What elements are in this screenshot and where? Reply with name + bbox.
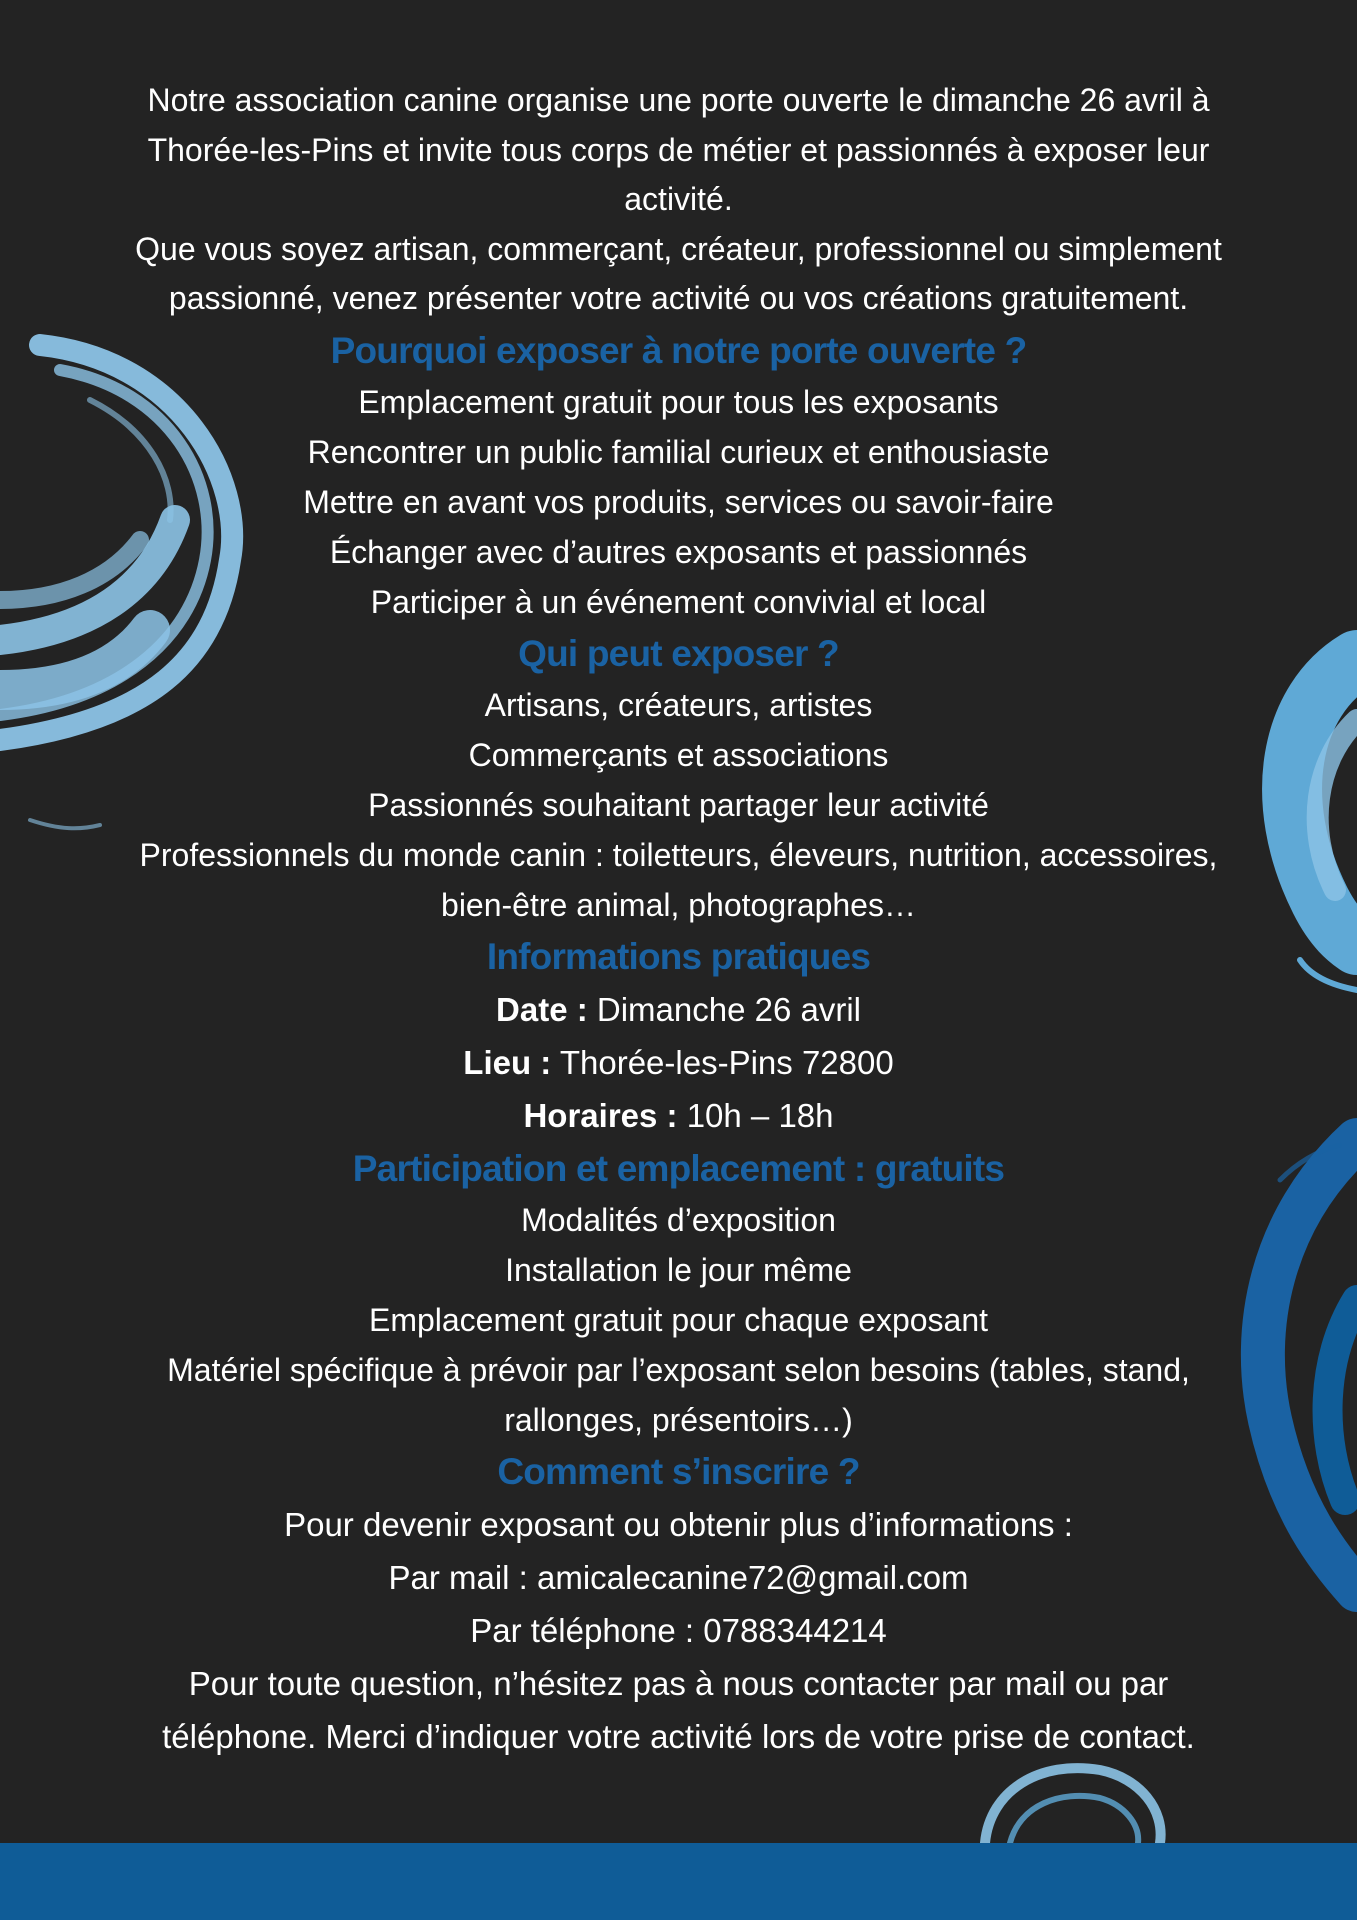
date-value: Dimanche 26 avril	[587, 990, 861, 1028]
place-line	[10, 1036, 1347, 1089]
intro-line: Notre association canine organise une porte ouverte le dimanche 26 avril à	[147, 82, 1210, 118]
who-item: Commerçants et associations	[468, 736, 889, 773]
place-value: Thorée-les-Pins 72800	[551, 1043, 894, 1081]
participation-list	[10, 1195, 1347, 1445]
why-item: Emplacement gratuit pour tous les exposants	[358, 383, 999, 420]
participation-item: Emplacement gratuit pour chaque exposant	[368, 1301, 989, 1338]
why-item: Échanger avec d’autres exposants et passionnés	[329, 533, 1028, 570]
flyer-content	[10, 76, 1347, 1763]
hours-label: Horaires :	[523, 1096, 678, 1134]
register-item: Pour devenir exposant ou obtenir plus d’informations :	[284, 1505, 1073, 1543]
why-item: Mettre en avant vos produits, services ou savoir-faire	[303, 483, 1054, 520]
why-heading: Pourquoi exposer à notre porte ouverte ?	[330, 329, 1027, 371]
phone-line: Par téléphone : 0788344214	[470, 1611, 887, 1649]
register-heading: Comment s’inscrire ?	[497, 1450, 860, 1492]
register-item: Pour toute question, n’hésitez pas à nous contacter par mail ou par	[188, 1664, 1169, 1702]
intro-line: passionné, venez présenter votre activité ou vos créations gratuitement.	[168, 280, 1189, 317]
place-label: Lieu :	[463, 1043, 552, 1081]
participation-item: Installation le jour même	[505, 1251, 852, 1288]
who-list	[10, 680, 1347, 930]
who-item: Passionnés souhaitant partager leur activité	[368, 786, 989, 823]
date-label: Date :	[496, 990, 588, 1028]
bottom-swirl-decoration	[985, 1768, 1161, 1843]
register-list	[10, 1498, 1347, 1763]
email-line: Par mail : amicalecanine72@gmail.com	[388, 1558, 969, 1596]
who-item: bien-être animal, photographes…	[441, 886, 916, 923]
date-line	[10, 983, 1347, 1036]
intro-line: Que vous soyez artisan, commerçant, créateur, professionnel ou simplement	[135, 230, 1222, 267]
participation-item: Modalités d’exposition	[521, 1201, 836, 1238]
who-heading: Qui peut exposer ?	[518, 632, 839, 674]
who-item: Artisans, créateurs, artistes	[484, 686, 873, 723]
practical-heading: Informations pratiques	[486, 935, 871, 977]
hours-line	[10, 1089, 1347, 1142]
participation-item: rallonges, présentoirs…)	[504, 1401, 853, 1438]
intro-line: Thorée-les-Pins et invite tous corps de métier et passionnés à exposer leur	[147, 131, 1210, 168]
participation-item: Matériel spécifique à prévoir par l’exposant selon besoins (tables, stand,	[167, 1351, 1190, 1388]
intro-line: activité.	[624, 181, 733, 218]
intro-text	[10, 76, 1347, 324]
participation-heading: Participation et emplacement : gratuits	[352, 1147, 1005, 1189]
bottom-color-band	[0, 1843, 1357, 1920]
register-item: téléphone. Merci d’indiquer votre activité lors de votre prise de contact.	[162, 1717, 1195, 1755]
hours-value: 10h – 18h	[677, 1096, 834, 1134]
practical-info	[10, 983, 1347, 1142]
why-list	[10, 377, 1347, 627]
why-item: Participer à un événement convivial et local	[370, 583, 987, 620]
why-item: Rencontrer un public familial curieux et enthousiaste	[307, 433, 1050, 470]
who-item: Professionnels du monde canin : toiletteurs, éleveurs, nutrition, accessoires,	[139, 836, 1218, 873]
